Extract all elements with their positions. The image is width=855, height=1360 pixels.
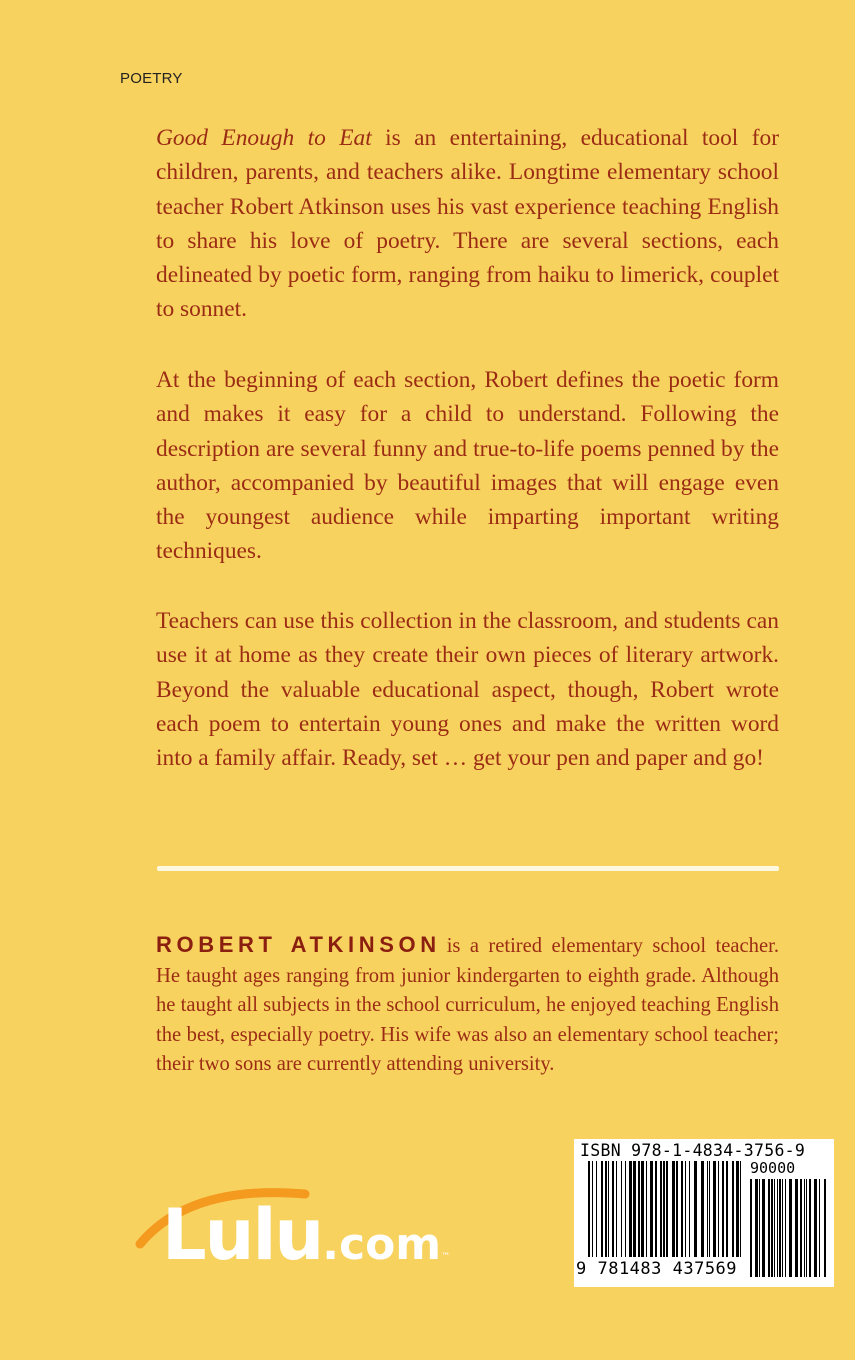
- category-label: POETRY: [120, 70, 183, 87]
- section-divider: [157, 866, 779, 871]
- blurb-paragraph-3: Teachers can use this collection in the classroom, and students can use it at home as they create their own pieces of literary artwork. Beyond the valuable educational aspect, though, Robert wrote each poem to entertain young ones and make the written word into a family affair. Ready, set … get your pen and paper and go!: [156, 608, 779, 772]
- price-addon: 90000: [750, 1159, 796, 1177]
- blurb-paragraph-2: At the beginning of each section, Robert defines the poetic form and makes it easy for a child to understand. Following the description are several funny and true-to-life poems penned by the author, accompanied by beautiful images that will engage even the youngest audience while imparting important writing techniques.: [156, 367, 779, 565]
- blurb-paragraph-1-text: is an entertaining, educational tool for children, parents, and teachers alike. Longtime elementary school teacher Robert Atkinson uses his vast experience teaching English to share his love of poetry. There are several sections, each delineated by poetic form, ranging from haiku to limerick, couplet to sonnet.: [156, 125, 779, 323]
- book-title: Good Enough to Eat: [156, 125, 372, 151]
- author-name: ROBERT ATKINSON: [156, 932, 441, 957]
- author-bio-text: is a retired elementary school teacher. He taught ages ranging from junior kindergarten to eighth grade. Although he taught all subjects in the school curriculum, he enjoyed teaching English the best, especially poetry. His wife was also an elementary school teacher; their two sons are currently attending university.: [156, 935, 779, 1075]
- logo-brand: Lulu: [162, 1194, 323, 1276]
- ean-digits: 9 781483 437569: [576, 1259, 738, 1279]
- isbn-number: ISBN 978-1-4834-3756-9: [580, 1141, 806, 1160]
- isbn-barcode: [574, 1139, 834, 1287]
- logo-trademark: ™: [441, 1252, 449, 1262]
- lulu-logo: [130, 1182, 449, 1292]
- logo-wordmark: [162, 1194, 449, 1276]
- author-bio: [156, 930, 779, 1080]
- blurb-paragraph-1: [156, 121, 779, 327]
- logo-suffix: .com: [322, 1219, 442, 1270]
